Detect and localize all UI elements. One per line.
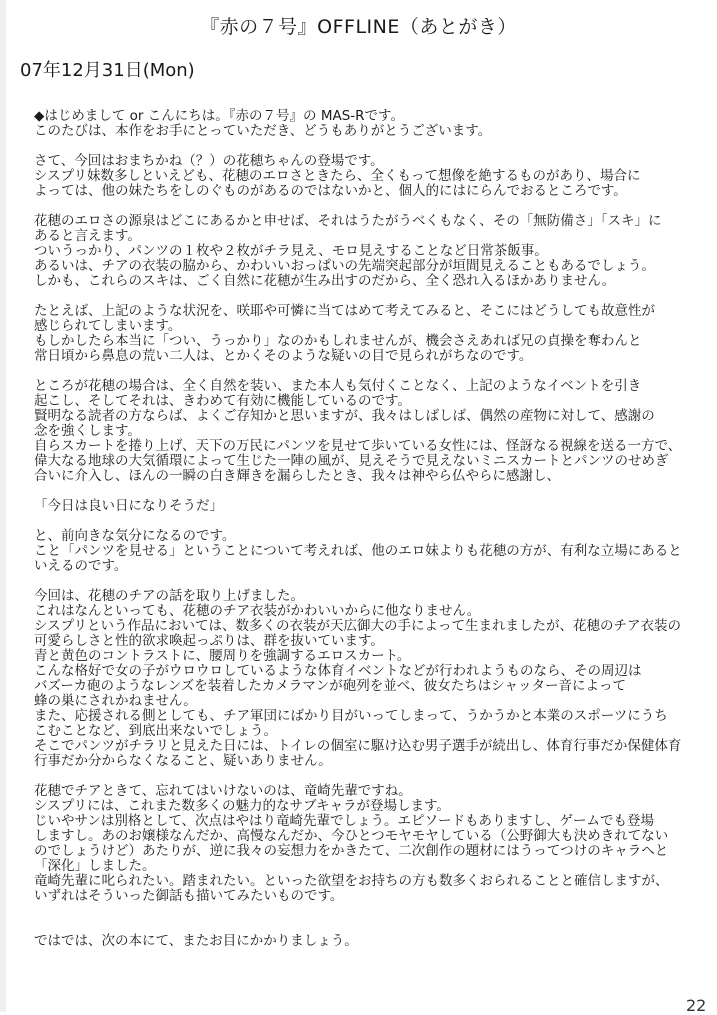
- text-line: そこでパンツがチラリと見えた日には、トイレの個室に駆け込む男子選手が続出し、体育行事だか保健体育: [34, 738, 682, 754]
- text-line: シスプリ妹数多しといえども、花穂のエロさときたら、全くもって想像を絶するものがあり、場合に: [34, 168, 641, 184]
- paragraph: [34, 589, 714, 769]
- text-line: いずれはそういった御話も描いてみたいものです。: [34, 888, 344, 904]
- text-line: あると言えます。: [34, 228, 141, 244]
- text-line: 竜崎先輩に叱られたい。踏まれたい。といった欲望をお持ちの方も数多くおられることと確信しますが、: [34, 873, 669, 889]
- text-line: 花穂でチアときて、忘れてはいけないのは、竜崎先輩ですね。: [34, 783, 412, 799]
- text-line: 自らスカートを捲り上げ、天下の万民にパンツを見せて歩いている女性には、怪訝なる視線を送る一方で、: [34, 438, 682, 454]
- paragraph: [34, 784, 714, 904]
- text-line: と、前向きな気分になるのです。: [34, 528, 236, 544]
- text-line: ところが花穂の場合は、全く自然を装い、また本人も気付くことなく、上記のようなイベントを引き: [34, 378, 642, 394]
- text-line: しかも、これらのスキは、ごく自然に花穂が生み出すのだから、全く恐れ入るほかありません。: [34, 273, 616, 289]
- text-line: シスプリには、これまた数多くの魅力的なサブキャラが登場します。: [34, 798, 450, 814]
- blank-line: [34, 574, 714, 589]
- paragraph: [34, 304, 714, 364]
- text-line: 賢明なる読者の方ならば、よくご存知かと思いますが、我々はしばしば、偶然の産物に対して、感謝の: [34, 408, 655, 424]
- text-line: のでしょうけど）あたりが、逆に我々の妄想力をかきたて、二次創作の題材にはうってつけのキャラへと: [34, 843, 669, 859]
- text-line: 合いに介入し、ほんの一瞬の白き輝きを漏らしたとき、我々は神やら仏やらに感謝し、: [34, 468, 560, 484]
- blank-line: [34, 514, 714, 529]
- text-line: いえるのです。: [34, 558, 128, 574]
- text-line: シスプリという作品においては、数多くの衣装が天広御大の手によって生まれましたが、花穂のチア衣装の: [34, 618, 682, 634]
- page-title: 『赤の７号』OFFLINE（あとがき）: [200, 16, 517, 38]
- text-line: 今回は、花穂のチアの話を取り上げました。: [34, 588, 304, 604]
- text-line: このたびは、本作をお手にとっていただき、どうもありがとうございます。: [34, 123, 492, 139]
- text-line: ついうっかり、パンツの１枚や２枚がチラ見え、モロ見えすることなど日常茶飯事。: [34, 243, 548, 259]
- text-line: バズーカ砲のようなレンズを装着したカメラマンが砲列を並べ、彼女たちはシャッター音によって: [34, 678, 627, 694]
- text-line: じいやサンは別格として、次点はやはり竜崎先輩でしょう。エピソードもありますし、ゲームでも登場: [34, 813, 655, 829]
- blank-line: [34, 919, 714, 934]
- paragraph: [34, 109, 714, 139]
- blank-line: [34, 364, 714, 379]
- text-line: また、応援される側としても、チア軍団にばかり目がいってしまって、うかうかと本業のスポーツにうち: [34, 708, 668, 724]
- text-line: こと「パンツを見せる」ということについて考えれば、他のエロ妹よりも花穂の方が、有利な立場にあると: [34, 543, 682, 559]
- text-line: 「今日は良い日になりそうだ」: [34, 498, 223, 514]
- text-line: さて、今回はおまちかね（？）の花穂ちゃんの登場です。: [34, 153, 384, 169]
- text-line: 念を強くします。: [34, 423, 141, 439]
- paragraph: [34, 214, 714, 289]
- blank-line: [34, 289, 714, 304]
- blank-line: [34, 484, 714, 499]
- text-line: ではでは、次の本にて、またお目にかかりましょう。: [34, 933, 358, 949]
- blank-line: [34, 904, 714, 919]
- text-line: たとえば、上記のような状況を、咲耶や可憐に当てはめて考えてみると、そこにはどうしても故意性が: [34, 303, 655, 319]
- text-line: こむことなど、到底出来ないでしょう。: [34, 723, 277, 739]
- text-line: 行事だか分からなくなること、疑いありません。: [34, 753, 332, 769]
- text-line: あるいは、チアの衣装の脇から、かわいいおっぱいの先端突起部分が垣間見えることもあるでしょう。: [34, 258, 655, 274]
- afterword-body: [34, 109, 714, 949]
- text-line: 偉大なる地球の大気循環によって生じた一陣の風が、見えそうで見えないミニスカートとパンツのせめぎ: [34, 453, 669, 469]
- text-line: 花穂のエロさの源泉はどこにあるかと申せば、それはうたがうべくもなく、その「無防備さ」「スキ」に: [34, 213, 662, 229]
- text-line: これはなんといっても、花穂のチア衣装がかわいいからに他なりません。: [34, 603, 481, 619]
- blank-line: [34, 199, 714, 214]
- text-line: ◆はじめまして or こんにちは。『赤の７号』の MAS-Rです。: [34, 108, 404, 124]
- text-line: よっては、他の妹たちをしのぐものがあるのではないかと、個人的にはにらんでおるところです。: [34, 183, 627, 199]
- paragraph: [34, 379, 714, 484]
- paragraph: [34, 934, 714, 949]
- text-line: もしかしたら本当に「つい、うっかり」なのかもしれませんが、機会さえあれば兄の貞操を奪わんと: [34, 333, 642, 349]
- scan-edge: [0, 0, 6, 1012]
- blank-line: [34, 769, 714, 784]
- page-number: 22: [686, 996, 707, 1015]
- text-line: こんな格好で女の子がウロウロしているような体育イベントなどが行われようものなら、その周辺は: [34, 663, 642, 679]
- text-line: 起こし、そしてそれは、きわめて有効に機能しているのです。: [34, 393, 411, 409]
- post-date: 07年12月31日(Mon): [20, 60, 195, 81]
- paragraph: [34, 154, 714, 199]
- text-line: 蜂の巣にされかねません。: [34, 693, 197, 709]
- paragraph: [34, 499, 714, 514]
- text-line: 可愛らしさと性的欲求喚起っぷりは、群を抜いています。: [34, 633, 384, 649]
- text-line: しますし。あのお嬢様なんだか、高慢なんだか、今ひとつモヤモヤしている（公野御大も決めきれてない: [34, 828, 669, 844]
- text-line: 常日頃から鼻息の荒い二人は、とかくそのような疑いの目で見られがちなのです。: [34, 348, 533, 364]
- text-line: 感じられてしまいます。: [34, 318, 182, 334]
- text-line: 青と黄色のコントラストに、腰周りを強調するエロスカート。: [34, 648, 411, 664]
- blank-line: [34, 139, 714, 154]
- text-line: 「深化」しました。: [34, 858, 156, 874]
- paragraph: [34, 529, 714, 574]
